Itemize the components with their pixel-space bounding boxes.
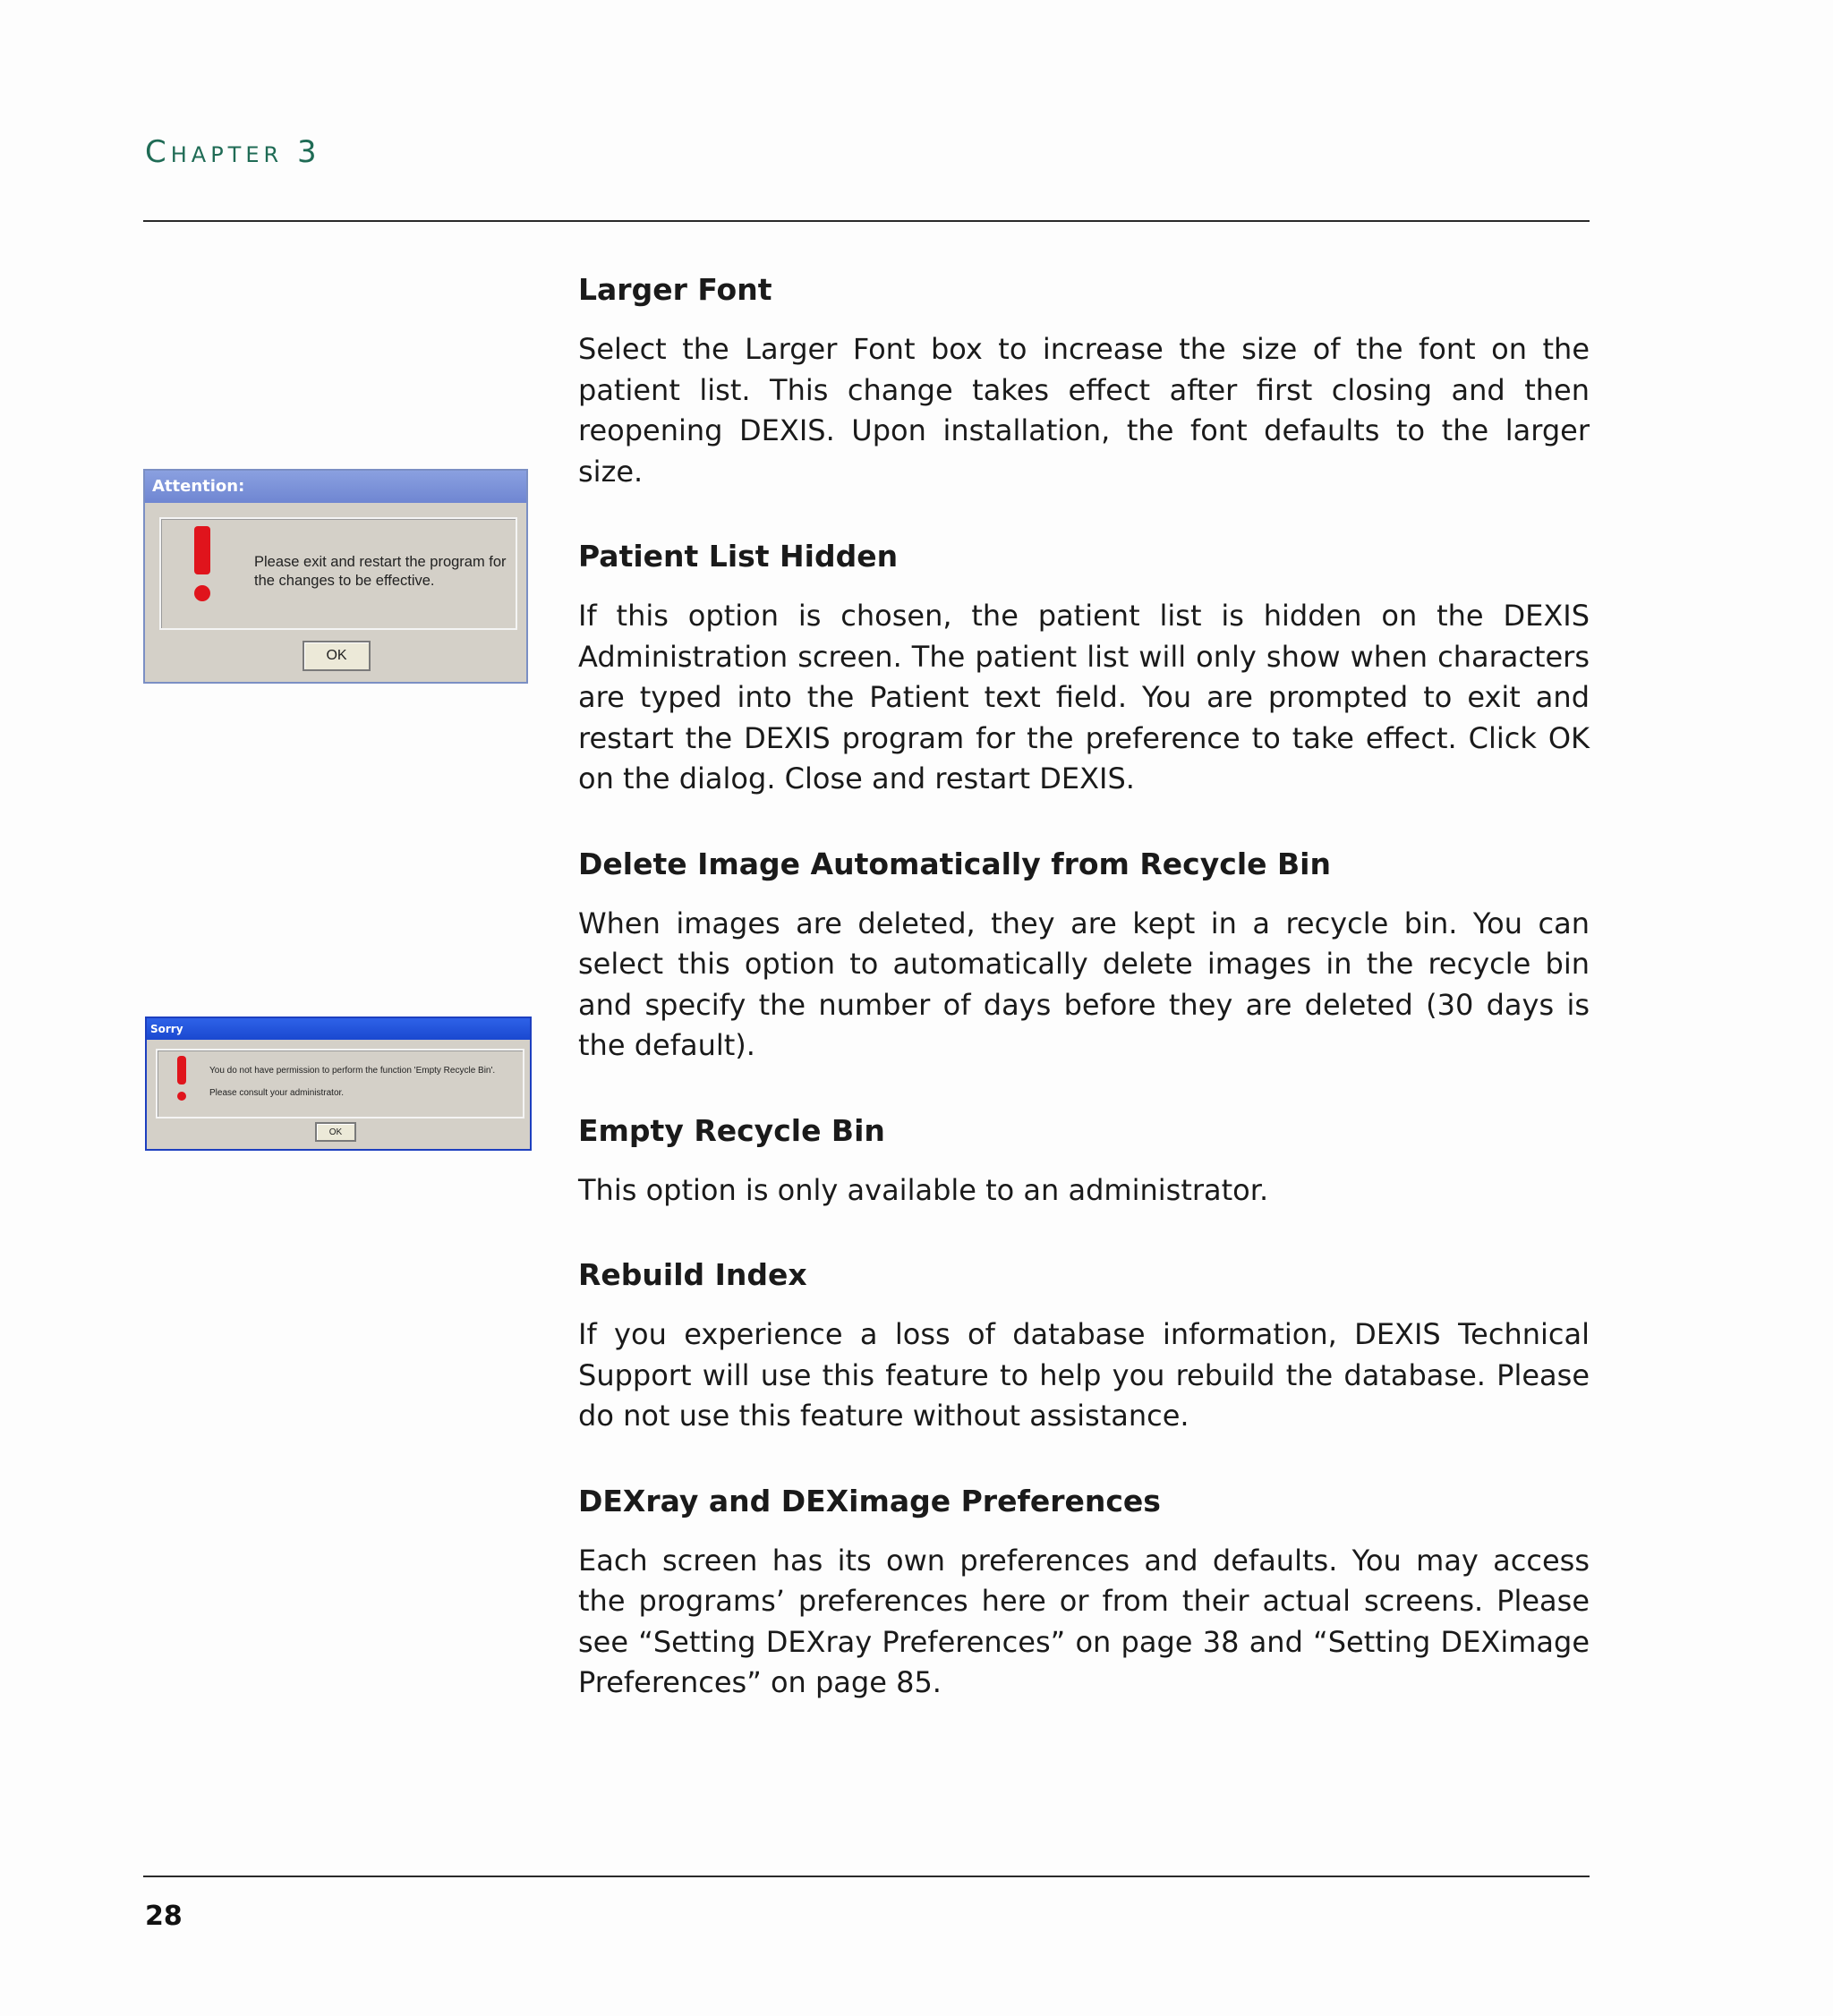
dialog-message bbox=[209, 1065, 514, 1099]
exclamation-icon bbox=[192, 526, 213, 603]
footer-rule bbox=[143, 1876, 1590, 1877]
section-delete-image-automatically bbox=[578, 839, 1590, 1067]
sorry-dialog bbox=[145, 1017, 532, 1151]
attention-dialog bbox=[143, 469, 528, 684]
chapter-heading: Chapter 3 bbox=[145, 134, 321, 170]
section-body: Each screen has its own preferences and defaults. You may access the programs’ preferences here or from their actual screens. Please see “Setting DEXray Preferences” on page 38 and “Setting DEXimage Preferences” on page 85. bbox=[578, 1543, 1590, 1699]
section-heading: DEXray and DEXimage Preferences bbox=[578, 1483, 1161, 1518]
section-body: This option is only available to an administrator. bbox=[578, 1172, 1269, 1207]
section-heading: Empty Recycle Bin bbox=[578, 1112, 885, 1148]
section-heading: Larger Font bbox=[578, 272, 772, 307]
section-larger-font bbox=[578, 265, 1590, 492]
section-heading: Patient List Hidden bbox=[578, 539, 899, 574]
section-dexray-deximage-preferences bbox=[578, 1476, 1590, 1704]
dialog-title: Attention: bbox=[145, 471, 526, 503]
section-heading: Rebuild Index bbox=[578, 1257, 807, 1292]
section-body: Select the Larger Font box to increase the size of the font on the patient list. This change takes effect after first closing and then reopening DEXIS. Upon installation, the font defaults to the larger size. bbox=[578, 332, 1590, 489]
header-rule bbox=[143, 220, 1590, 222]
ok-button[interactable]: OK bbox=[303, 641, 371, 671]
section-rebuild-index bbox=[578, 1250, 1590, 1437]
section-body: If you experience a loss of database information, DEXIS Technical Support will use this feature to help you rebuild the database. Please do not use this feature without assistance. bbox=[578, 1317, 1590, 1433]
exclamation-icon bbox=[175, 1056, 188, 1102]
section-patient-list-hidden bbox=[578, 532, 1590, 800]
section-body: When images are deleted, they are kept in a recycle bin. You can select this option to automatically delete images in the recycle bin and specify the number of days before they are deleted (30 days is the default). bbox=[578, 906, 1590, 1062]
section-heading: Delete Image Automatically from Recycle Bin bbox=[578, 846, 1331, 881]
main-content bbox=[578, 265, 1590, 1743]
ok-button[interactable]: OK bbox=[315, 1122, 356, 1142]
dialog-title: Sorry bbox=[147, 1018, 530, 1040]
dialog-message: Please exit and restart the program for the changes to be effective. bbox=[254, 554, 507, 589]
section-body: If this option is chosen, the patient list is hidden on the DEXIS Administration screen. The patient list will only show when characters are typed into the Patient text field. You are prompted to exit and restart the DEXIS program for the preference to take effect. Click OK on the dialog. Close and restart DEXIS. bbox=[578, 599, 1590, 795]
dialog-message-line-1: You do not have permission to perform the function 'Empty Recycle Bin'. bbox=[209, 1066, 496, 1076]
section-empty-recycle-bin bbox=[578, 1106, 1590, 1212]
page-number: 28 bbox=[145, 1901, 183, 1932]
dialog-message-line-2: Please consult your administrator. bbox=[209, 1088, 345, 1098]
